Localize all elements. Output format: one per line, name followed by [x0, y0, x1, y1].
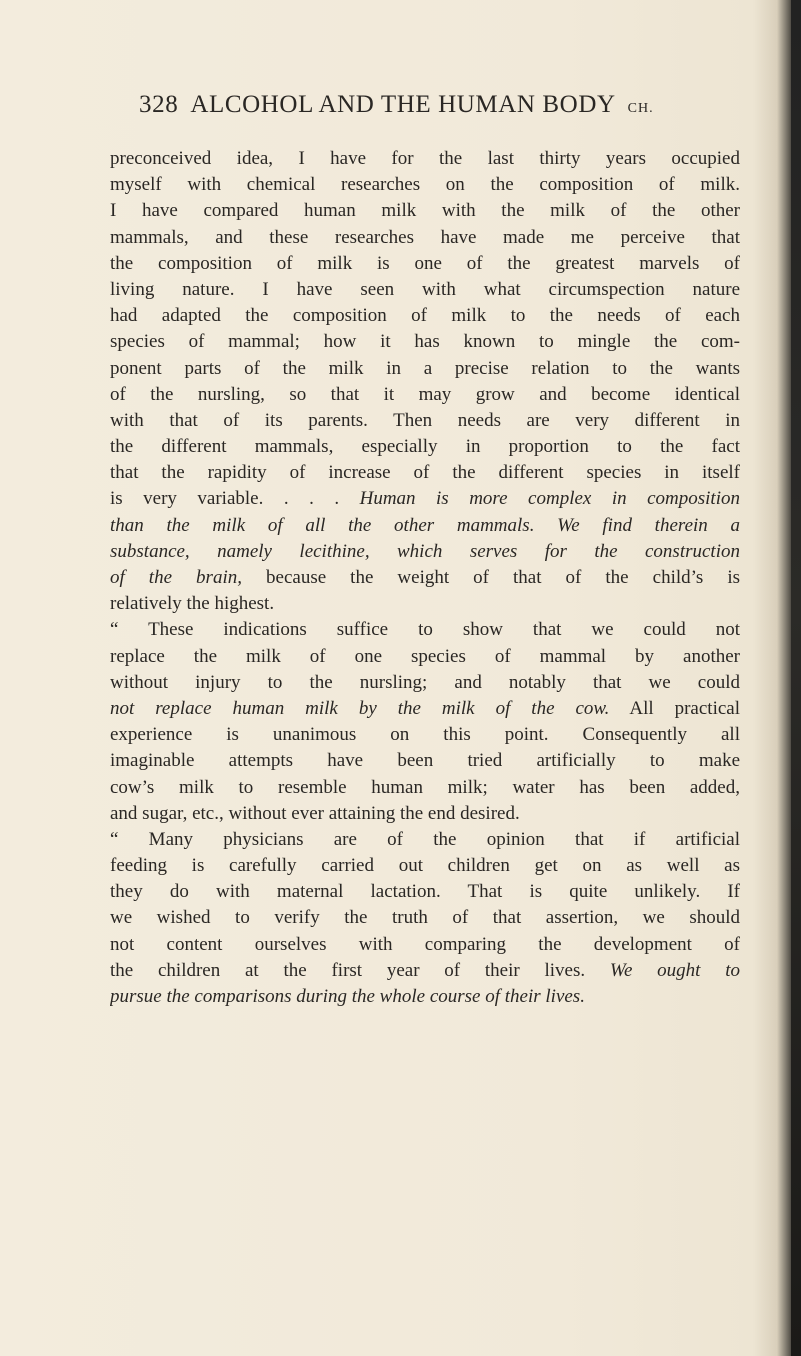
text-line	[110, 225, 740, 251]
text-line	[110, 853, 740, 879]
text-line	[110, 722, 740, 748]
text-run: not content ourselves with comparing the development of	[110, 933, 740, 955]
page-number: 328	[139, 91, 179, 118]
chapter-mark: CH.	[627, 101, 654, 116]
text-run: and sugar, etc., without ever attaining the end desired.	[110, 802, 520, 824]
text-line	[110, 277, 740, 303]
text-run: cow’s milk to resemble human milk; water has been added,	[110, 776, 740, 798]
text-run: species of mammal; how it has known to mingle the com-	[110, 331, 740, 353]
text-line	[110, 644, 740, 670]
text-run: is very variable. . . .	[110, 488, 360, 510]
text-line	[110, 329, 740, 355]
text-line	[110, 356, 740, 382]
running-title: ALCOHOL AND THE HUMAN BODY	[190, 91, 616, 118]
text-line	[110, 748, 740, 774]
text-line	[110, 905, 740, 931]
italic-text: Human is more complex in composition	[359, 488, 740, 510]
text-run: without injury to the nursling; and notably that we could	[110, 671, 740, 693]
text-run: myself with chemical researches on the composition of milk.	[110, 174, 740, 196]
text-run: the composition of milk is one of the greatest marvels of	[110, 252, 740, 274]
text-run: they do with maternal lactation. That is quite unlikely. If	[110, 881, 740, 903]
text-run: “ Many physicians are of the opinion that if artificial	[110, 828, 740, 850]
text-line	[110, 958, 740, 984]
italic-text: pursue the comparisons during the whole course of their lives.	[110, 986, 585, 1007]
text-line	[110, 879, 740, 905]
text-line	[110, 460, 740, 486]
text-line	[110, 198, 740, 224]
text-run: experience is unanimous on this point. Consequently all	[110, 724, 740, 746]
text-run: ponent parts of the milk in a precise relation to the wants	[110, 357, 740, 379]
text-line	[110, 146, 740, 172]
text-run: imaginable attempts have been tried artificially to make	[110, 750, 740, 772]
text-line	[110, 513, 740, 539]
italic-text: than the milk of all the other mammals. We find therein a	[110, 514, 740, 536]
text-line	[110, 434, 740, 460]
text-line	[110, 827, 740, 853]
italic-text: not replace human milk by the milk of the cow.	[110, 697, 610, 719]
text-line	[110, 670, 740, 696]
text-run: mammals, and these researches have made me perceive that	[110, 226, 740, 248]
text-run: “ These indications suffice to show that we could not	[110, 619, 740, 641]
text-line	[110, 486, 740, 512]
text-line	[110, 696, 740, 722]
italic-text: of the brain,	[110, 567, 242, 588]
text-line	[110, 408, 740, 434]
text-line	[110, 801, 740, 827]
text-run: had adapted the composition of milk to the needs of each	[110, 305, 740, 327]
text-run: I have compared human milk with the milk of the other	[110, 200, 740, 222]
text-line	[110, 984, 740, 1010]
italic-text: We ought to	[609, 959, 740, 981]
text-run: of the nursling, so that it may grow and become identical	[110, 383, 740, 405]
text-line	[110, 617, 740, 643]
italic-text: substance, namely lecithine, which serves for the construction	[110, 540, 740, 562]
running-header	[139, 91, 739, 121]
text-run: relatively the highest.	[110, 593, 275, 615]
text-line	[110, 539, 740, 565]
text-line	[110, 251, 740, 277]
text-run: preconceived idea, I have for the last thirty years occupied	[110, 148, 740, 169]
text-run: living nature. I have seen with what circumspection nature	[110, 278, 740, 300]
text-line	[110, 591, 740, 617]
text-run: that the rapidity of increase of the different species in itself	[110, 462, 740, 484]
text-line	[110, 172, 740, 198]
text-line	[110, 932, 740, 958]
text-run: because the weight of that of the child’s is	[241, 567, 740, 588]
text-line	[110, 382, 740, 408]
text-run: with that of its parents. Then needs are very different in	[110, 409, 740, 431]
text-run: the different mammals, especially in proportion to the fact	[110, 436, 740, 458]
text-run: All practical	[609, 697, 740, 719]
text-run: feeding is carefully carried out children get on as well as	[110, 855, 740, 877]
text-run: we wished to verify the truth of that assertion, we should	[110, 907, 740, 929]
text-run: the children at the first year of their lives.	[110, 959, 610, 981]
text-line	[110, 775, 740, 801]
page-edge-shadow	[791, 0, 801, 1356]
text-line	[110, 303, 740, 329]
text-run: replace the milk of one species of mammal by another	[110, 645, 740, 667]
text-line	[110, 565, 740, 591]
body-text	[110, 146, 740, 1010]
